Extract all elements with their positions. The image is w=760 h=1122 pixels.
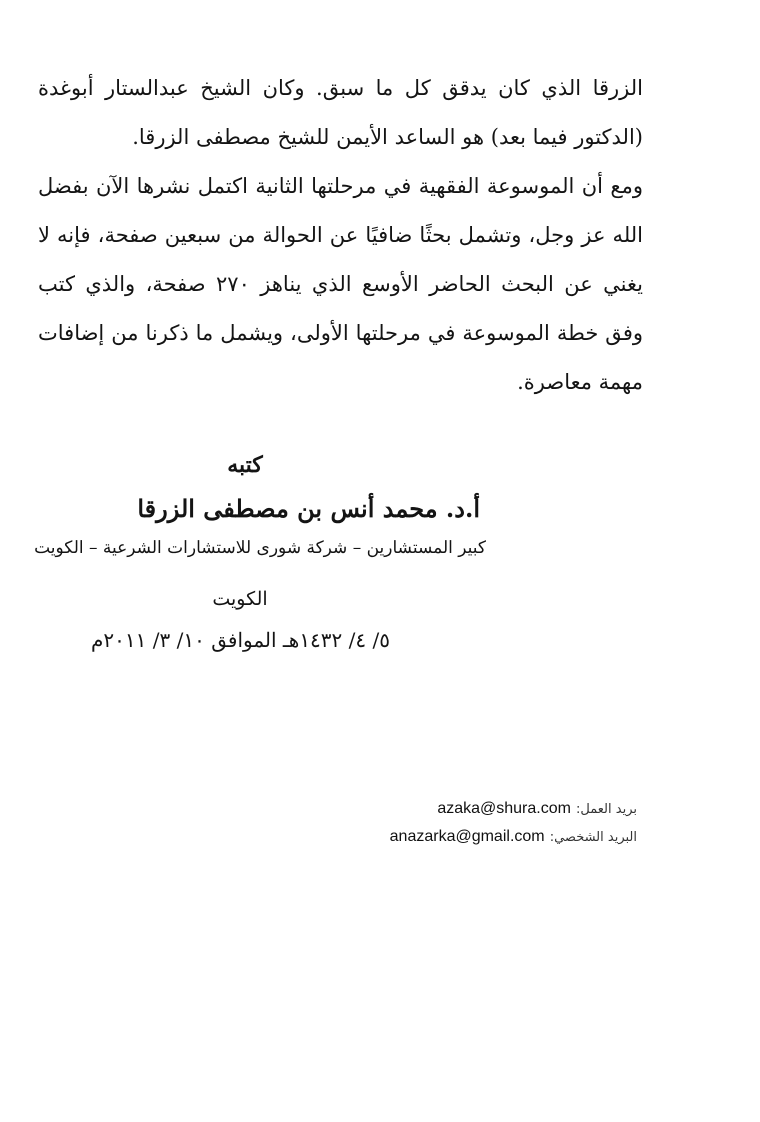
- signature-label: كتبه: [227, 452, 263, 478]
- work-email-line: [330, 798, 637, 818]
- author-name: أ.د. محمد أنس بن مصطفى الزرقا: [137, 494, 480, 523]
- signature-place: الكويت: [212, 588, 268, 610]
- body-text: [38, 64, 643, 407]
- personal-email-line: [330, 826, 637, 846]
- author-role: كبير المستشارين – شركة شورى للاستشارات الشرعية – الكويت: [34, 538, 486, 558]
- paragraph-1: الزرقا الذي كان يدقق كل ما سبق. وكان الشيخ عبدالستار أبوغدة (الدكتور فيما بعد) هو الساعد الأيمن للشيخ مصطفى الزرقا.: [38, 76, 643, 149]
- work-email-label: بريد العمل:: [576, 802, 637, 817]
- signature-date: ٥/ ٤/ ١٤٣٢هـ الموافق ١٠/ ٣/ ٢٠١١م: [91, 628, 390, 652]
- work-email[interactable]: azaka@shura.com: [437, 800, 571, 817]
- personal-email-label: البريد الشخصي:: [549, 830, 637, 845]
- personal-email[interactable]: anazarka@gmail.com: [389, 828, 545, 845]
- paragraph-2: ومع أن الموسوعة الفقهية في مرحلتها الثانية اكتمل نشرها الآن بفضل الله عز وجل، وتشمل بحثًا ضافيًا عن الحوالة من سبعين صفحة، فإنه لا يغني عن البحث الحاضر الأوسع الذي يناهز ٢٧٠ صفحة، والذي كتب وفق خطة الموسوعة في مرحلتها الأولى، ويشمل ما ذكرنا من إضافات مهمة معاصرة.: [38, 174, 643, 394]
